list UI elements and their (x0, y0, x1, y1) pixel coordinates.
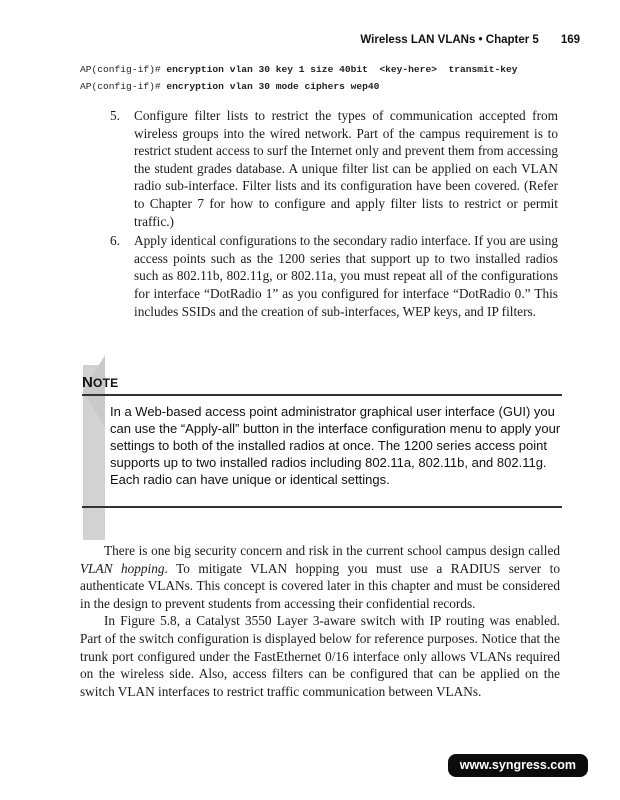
list-text: Configure filter lists to restrict the types of communication accepted from wireless groups into the wired network. Part of the campus requirement is to restrict student access to surf the Internet only and prevent them from accessing the student grades database. A unique filter list can be applied on each VLAN radio sub-interface. Filter lists and its configuration have been covered. (Refer to Chapter 7 for how to configure and apply filter lists to restrict or permit traffic.) (134, 108, 558, 229)
note-body: In a Web-based access point administrator graphical user interface (GUI) you can use the “Apply-all” button in the interface configuration menu to apply your settings to both of the installed radios at once. The 1200 series access point supports up to two installed radios including 802.11a, 802.11b, and 802.11g. Each radio can have unique or identical settings. (110, 404, 561, 487)
note-bottom-rule (82, 506, 562, 508)
code-prompt: AP(config-if)# (80, 81, 161, 92)
code-command: encryption vlan 30 key 1 size 40bit <key-here> transmit-key (160, 64, 518, 75)
code-command: encryption vlan 30 mode ciphers wep40 (160, 81, 380, 92)
list-text: Apply identical configurations to the secondary radio interface. If you are using access points such as the 1200 series that support up to two installed radios such as 802.11b, 802.11g, or 802.11a, you must repeat all of the configurations for interface “DotRadio 1” as you configured for interface “DotRadio 0.” This includes SSIDs and the creation of sub-interfaces, WEP keys, and IP filters. (134, 233, 558, 319)
list-number: 5. (110, 108, 120, 123)
website-badge: www.syngress.com (448, 754, 588, 777)
note-title (82, 374, 118, 391)
running-header (360, 34, 580, 46)
body-text (80, 542, 560, 700)
term-vlan-hopping: VLAN hopping (80, 560, 165, 576)
running-title: Wireless LAN VLANs • Chapter 5 (360, 34, 539, 46)
list-number: 6. (110, 233, 120, 249)
note-title-initial: N (82, 374, 94, 391)
list-item (110, 107, 558, 230)
paragraph (80, 542, 560, 612)
code-line-2 (80, 81, 580, 92)
list-item (110, 232, 558, 320)
paragraph-text: . To mitigate VLAN hopping you must use a RADIUS server to authenticate VLANs. This concept is covered later in this chapter and must be considered in the design to prevent students from accessing their confidential records. (80, 560, 560, 611)
note-tab-arrow (83, 355, 105, 427)
code-prompt: AP(config-if)# (80, 64, 161, 75)
paragraph-text: There is one big security concern and risk in the current school campus design called (104, 543, 560, 558)
note-title-rest: OTE (93, 376, 119, 390)
numbered-steps (110, 107, 558, 322)
note-top-rule (82, 394, 562, 396)
paragraph: In Figure 5.8, a Catalyst 3550 Layer 3-aware switch with IP routing was enabled. Part of the switch configuration is displayed below for reference purposes. Notice that the trunk port configured under the FastEthernet 0/16 interface only allows VLANs required on the wireless side. Also, access filters can be configured that can be applied on the switch VLAN interfaces to restrict traffic communication between VLANs. (80, 613, 560, 699)
code-line-1 (80, 64, 580, 75)
page-number: 169 (560, 34, 580, 46)
